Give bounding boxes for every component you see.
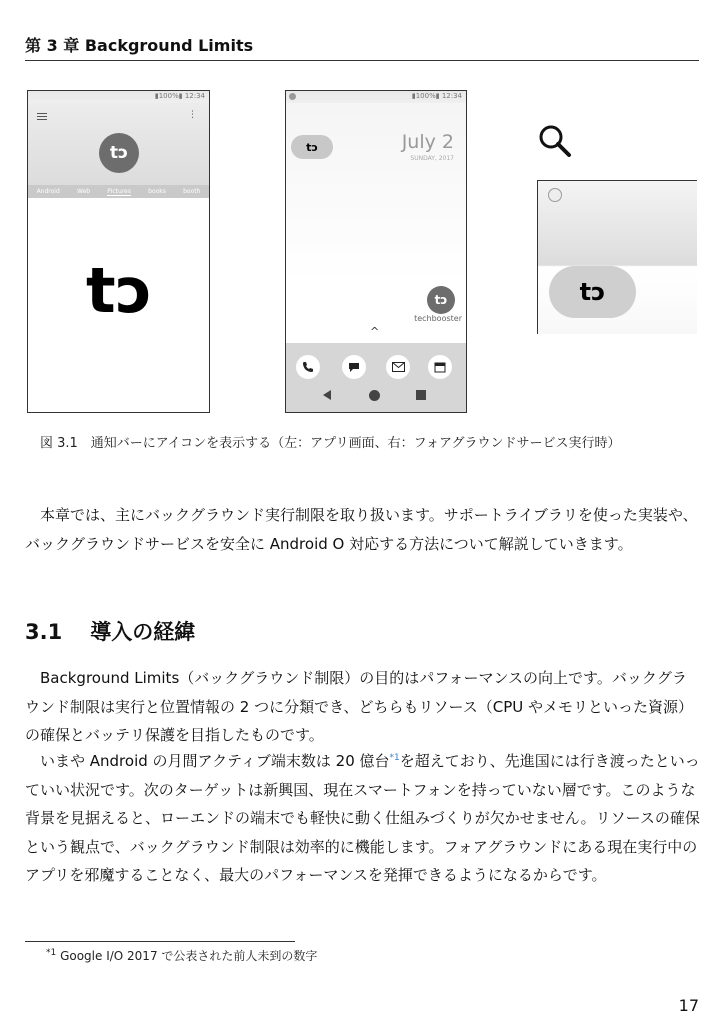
tab-pictures[interactable]: Pictures: [107, 187, 131, 195]
section-title: 導入の経緯: [90, 620, 196, 644]
app-logo: tↄ: [99, 133, 139, 173]
home-icon[interactable]: [369, 390, 380, 401]
section-heading: [25, 616, 195, 646]
footnote-mark: *1: [46, 948, 57, 958]
zoomed-detail: [537, 180, 697, 334]
status-text: ▮100%▮ 12:34: [411, 92, 462, 100]
app-screen-phone: [27, 90, 210, 413]
clock-weekday: SUNDAY, 2017: [410, 155, 454, 162]
magnifier-icon: [538, 124, 572, 158]
section-number: 3.1: [25, 620, 63, 644]
figure-caption: 図 3.1 通知バーにアイコンを表示する（左：アプリ画面、右：フォアグラウンドサービス実行時）: [40, 436, 621, 451]
intro-paragraph: [25, 501, 700, 558]
tab-booth[interactable]: booth: [183, 188, 201, 195]
techbooster-label: techbooster: [414, 314, 462, 323]
paragraph-1-text: Background Limits（バックグラウンド制限）の目的はパフォーマンスの向上です。バックグラウンド制限は実行と位置情報の 2 つに分類でき、どちらもリソース（CPU やメモリといった資源）の確保とバッテリ保護を目指したものです。: [25, 669, 694, 744]
recents-icon[interactable]: [416, 390, 426, 400]
paragraph-2: [25, 747, 700, 890]
phone-icon[interactable]: [296, 355, 320, 379]
zoomed-pill-logo: tↄ: [579, 278, 606, 306]
tab-bar: [28, 185, 209, 198]
clock-date: July 2: [401, 131, 454, 153]
status-text: ▮100%▮ 12:34: [154, 92, 205, 100]
large-logo: tↄ: [86, 254, 153, 327]
techbooster-app-icon[interactable]: tↄ: [427, 286, 455, 314]
paragraph-2-before: いまや Android の月間アクティブ端末数は 20 億台: [40, 752, 390, 770]
paragraph-1: [25, 664, 700, 750]
zoomed-notification-pill[interactable]: [549, 266, 636, 318]
mail-icon[interactable]: [386, 355, 410, 379]
header-rule: [25, 60, 699, 61]
calendar-icon[interactable]: [428, 355, 452, 379]
intro-text: 本章では、主にバックグラウンド実行制限を取り扱います。サポートライブラリを使った実装や、バックグラウンドサービスを安全に Android O 対応する方法について解説していきます。: [25, 506, 698, 553]
pill-logo: tↄ: [306, 140, 318, 154]
paragraph-2-after: を超えており、先進国には行き渡ったといっていい状況です。次のターゲットは新興国、現在スマートフォンを持っていない層です。このような背景を見据えると、ローエンドの端末でも軽快に動く仕組みづくりが欠かせません。リソースの確保という観点で、バックグラウンド制限は効率的に機能します。フォアグラウンドにある現在実行中のアプリを邪魔することなく、最大のパフォーマンスを発揮できるようになるからです。: [25, 752, 700, 884]
hamburger-icon: [37, 113, 47, 120]
message-icon[interactable]: [342, 355, 366, 379]
dock: [286, 343, 466, 412]
tab-web[interactable]: Web: [76, 188, 91, 195]
status-bar: [28, 91, 209, 103]
zoomed-status-icon: [548, 188, 562, 202]
overflow-menu-icon: ⋮: [188, 110, 197, 120]
notification-pill[interactable]: [291, 135, 333, 159]
chevron-up-icon: ^: [370, 325, 380, 338]
tab-android[interactable]: Android: [36, 188, 60, 195]
back-icon[interactable]: [323, 390, 331, 400]
footnote-rule: [25, 941, 295, 942]
footnote: [46, 947, 317, 964]
footnote-text: Google I/O 2017 で公表された前人未到の数字: [60, 949, 318, 963]
service-status-icon: [289, 93, 296, 100]
status-bar: [286, 91, 466, 103]
tab-books[interactable]: books: [148, 188, 166, 195]
chapter-header: 第 3 章 Background Limits: [25, 36, 254, 55]
footnote-reference[interactable]: *1: [389, 753, 400, 763]
home-screen-phone: [285, 90, 467, 413]
page-number: 17: [678, 996, 699, 1015]
